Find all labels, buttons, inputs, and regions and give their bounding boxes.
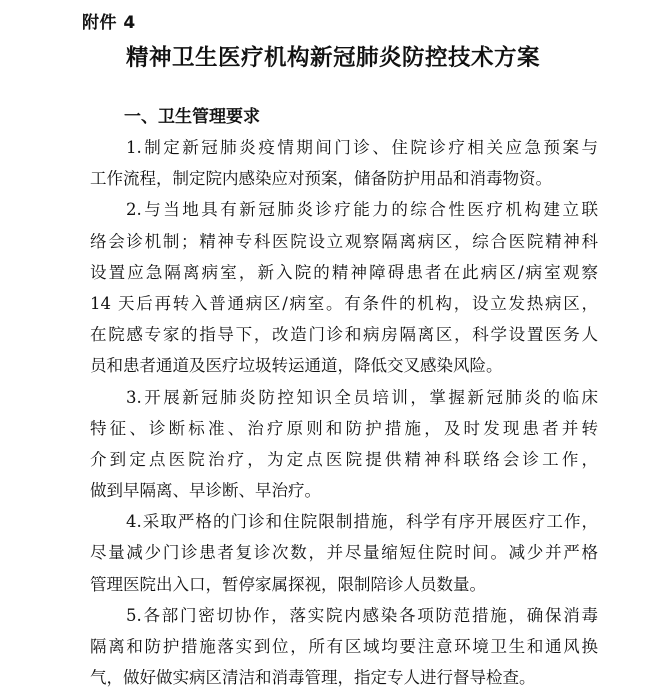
paragraph-line: 隔离和防护措施落实到位，所有区域均要注意环境卫生和通风换 <box>90 637 598 656</box>
attachment-label: 附件 4 <box>82 13 136 33</box>
section-heading: 一、卫生管理要求 <box>124 107 260 127</box>
paragraph-line: 2.与当地具有新冠肺炎诊疗能力的综合性医疗机构建立联 <box>126 200 598 220</box>
paragraph-line: 员和患者通道及医疗垃圾转运通道，降低交叉感染风险。 <box>90 356 503 376</box>
paragraph-5 <box>90 600 598 693</box>
paragraph-line: 5.各部门密切协作，落实院内感染各项防范措施，确保消毒 <box>126 605 598 625</box>
document-title: 精神卫生医疗机构新冠肺炎防控技术方案 <box>125 45 540 71</box>
paragraph-line: 1.制定新冠肺炎疫情期间门诊、住院诊疗相关应急预案与 <box>126 138 598 157</box>
paragraph-line: 做到早隔离、早诊断、早治疗。 <box>90 481 321 501</box>
paragraph-4 <box>90 506 598 600</box>
paragraph-line: 工作流程，制定院内感染应对预案，储备防护用品和消毒物资。 <box>90 169 552 189</box>
paragraph-3 <box>90 382 598 507</box>
paragraph-line: 在院感专家的指导下，改造门诊和病房隔离区，科学设置医务人 <box>90 325 598 345</box>
paragraph-line: 管理医院出入口，暂停家属探视，限制陪诊人员数量。 <box>90 574 486 594</box>
paragraph-1 <box>90 132 598 194</box>
paragraph-2 <box>90 194 598 381</box>
paragraph-line: 4.采取严格的门诊和住院限制措施，科学有序开展医疗工作， <box>126 512 598 532</box>
paragraph-line: 设置应急隔离病室，新入院的精神障碍患者在此病区/病室观察 <box>90 262 598 282</box>
paragraph-line: 尽量减少门诊患者复诊次数，并尽量缩短住院时间。减少并严格 <box>90 543 598 563</box>
document-body <box>90 132 598 693</box>
paragraph-line: 络会诊机制；精神专科医院设立观察隔离病区，综合医院精神科 <box>90 231 598 251</box>
paragraph-line: 特征、诊断标准、治疗原则和防护措施，及时发现患者并转 <box>90 418 598 438</box>
paragraph-line: 气，做好做实病区清洁和消毒管理，指定专人进行督导检查。 <box>90 668 536 688</box>
paragraph-line: 介到定点医院治疗，为定点医院提供精神科联络会诊工作， <box>90 449 598 469</box>
paragraph-line: 14 天后再转入普通病区/病室。有条件的机构，设立发热病区， <box>90 293 598 313</box>
paragraph-line: 3.开展新冠肺炎防控知识全员培训，掌握新冠肺炎的临床 <box>126 387 598 407</box>
